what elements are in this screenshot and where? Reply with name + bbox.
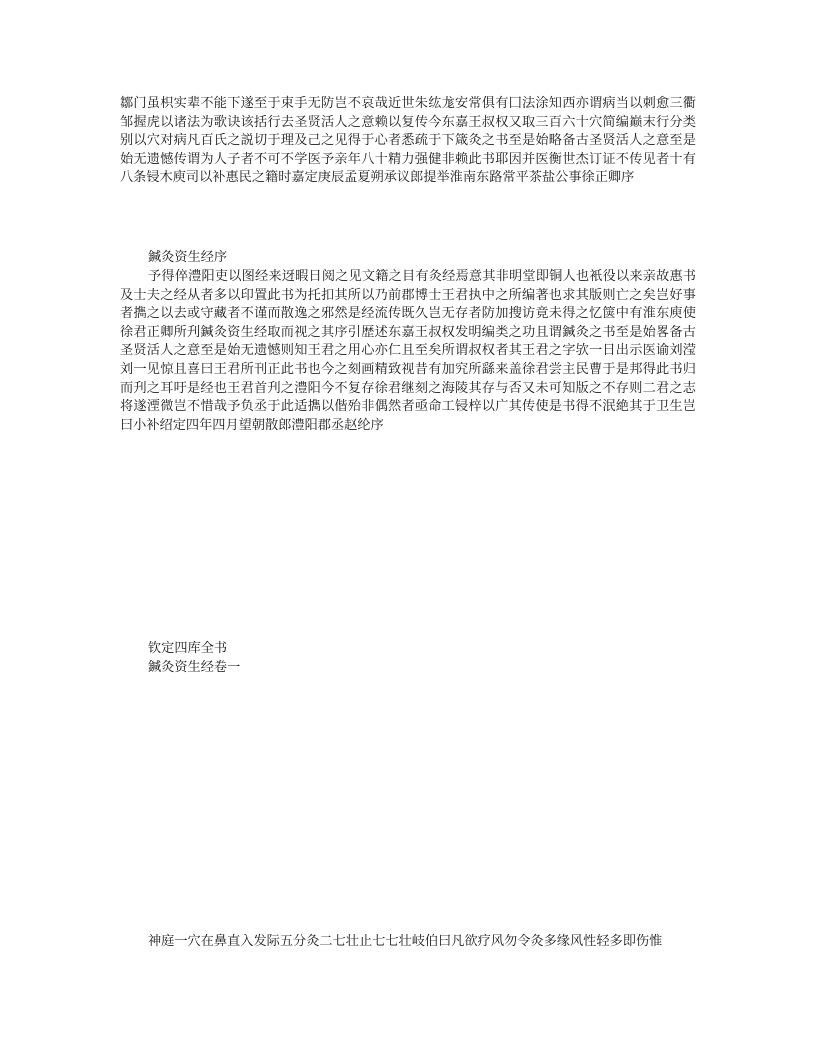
collection-title: 钦定四库全书 [148, 641, 228, 656]
volume-title: 鍼灸资生经卷一 [148, 660, 241, 675]
preface-tail-paragraph: 鄒门虽枳实辈不能下遂至于束手无防岂不哀哉近世朱纮尨安常俱有囗法涂知西亦谓病当以刺愈三衢邹握虎以诸法为歌诀该括行去圣贤活人之意赖以复传今东嘉王叔权又取三百六十穴简编巅末行分类别以穴对病凡百氏之説切于理及己之见得于心者悉疏于下箴灸之书至是始略备古圣贤活人之意至是始无遗憾传谓为人子者不可不学医予亲年八十精力强健非赖此书耶因并医衡世杰订证不传见者十有八条锓木庾司以补惠民之籍时嘉定庚辰孟夏朔承议郎提举淮南东路常平茶盐公事徐正卿序 [120, 96, 696, 186]
preface-body-paragraph: 予得倅澧阳吏以图经来迓暇日阅之见文籍之目有灸经焉意其非明堂即铜人也衹役以来亲故惠书及士夫之经从者多以印置此书为托扣其所以乃前郡博士王君执中之所编著也求其版则亡之矣岂好事者擕之以去或守藏者不谨而散逸之邪然是经流传既久岂无存者防加搜访竟未得之忆箧中有淮东庾使徐君正卿所刋鍼灸资生经取而视之其序引歴述东嘉王叔权发明编类之功且谓鍼灸之书至是始畧备古圣贤活人之意至是始无遗憾则知王君之用心亦仁且至矣所谓叔权者其王君之字欤一日出示医谕刘滢刘一见惊且喜曰王君所刊正此书也今之刻画精致视昔有加究所繇来盖徐君尝主民曹于是邦得此书归而刋之耳吁是经也王君首刋之澧阳今不复存徐君继刻之海陵其存与否又未可知版之不存则二君之志将遂湮微岂不惜哉予负丞于此适擕以偕殆非偶然者亟命工锓梓以广其传使是书得不泯絶其于卫生岂曰小补绍定四年四月望朝散郎澧阳郡丞赵纶序 [120, 269, 696, 433]
acupoint-entry-line: 神庭一穴在鼻直入发际五分灸二七壮止七七壮岐伯曰凡欲疗风勿令灸多缘风性轻多即伤惟 [148, 934, 663, 949]
preface-title: 鍼灸资生经序 [148, 250, 228, 265]
